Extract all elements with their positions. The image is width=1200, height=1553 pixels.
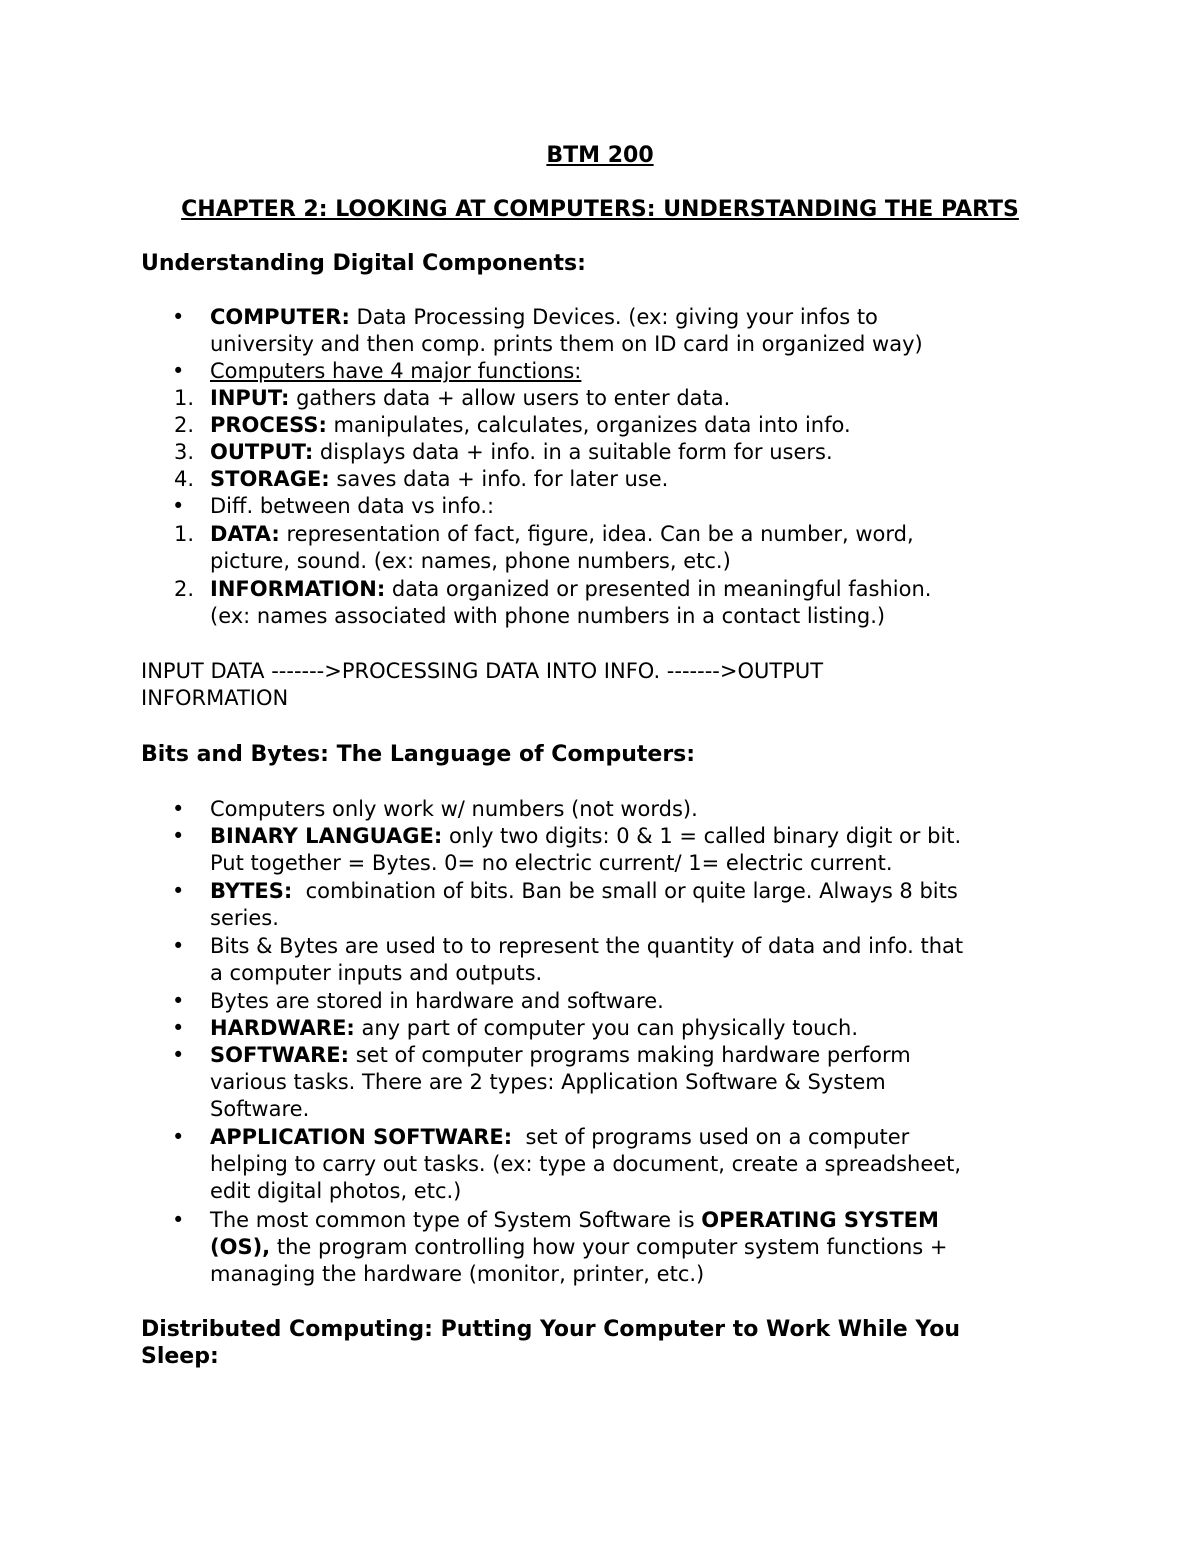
bullet-icon: •	[172, 824, 185, 848]
list-item-storage	[210, 466, 668, 493]
list-item-bytes	[210, 878, 958, 905]
definition-data: representation of fact, figure, idea. Can be a number, word,	[279, 522, 914, 546]
term-information: INFORMATION:	[210, 577, 386, 601]
list-number: 2.	[174, 577, 195, 601]
list-number: 3.	[174, 440, 195, 464]
definition-output: displays data + info. in a suitable form for users.	[313, 440, 833, 464]
term-binary: BINARY LANGUAGE:	[210, 824, 443, 848]
list-item-output	[210, 439, 833, 466]
text-os-intro: The most common type of System Software is	[210, 1208, 702, 1232]
bullet-icon: •	[172, 305, 185, 329]
list-item-numbers: Computers only work w/ numbers (not words).	[210, 797, 698, 821]
list-item-application-software	[210, 1124, 909, 1151]
section-heading-bits-bytes: Bits and Bytes: The Language of Computers:	[141, 742, 696, 767]
term-application-software: APPLICATION SOFTWARE:	[210, 1125, 513, 1149]
list-item-binary-cont: Put together = Bytes. 0= no electric current/ 1= electric current.	[210, 851, 893, 875]
list-item-operating-system	[210, 1207, 939, 1234]
list-item-binary	[210, 823, 961, 850]
bullet-icon: •	[172, 879, 185, 903]
bullet-icon: •	[172, 989, 185, 1013]
section-heading-distributed-computing: Distributed Computing: Putting Your Computer to Work While You	[141, 1317, 961, 1342]
list-number: 1.	[174, 522, 195, 546]
list-item-operating-system-cont	[210, 1234, 948, 1261]
term-os: (OS),	[210, 1235, 271, 1259]
definition-hardware: any part of computer you can physically touch.	[354, 1016, 859, 1040]
list-item-computer	[210, 304, 878, 331]
flow-line-cont: INFORMATION	[141, 686, 289, 710]
list-item-hardware	[210, 1015, 858, 1042]
definition-computer: Data Processing Devices. (ex: giving your infos to	[349, 305, 878, 329]
list-item-process	[210, 412, 851, 439]
term-computer: COMPUTER:	[210, 305, 350, 329]
list-item-input	[210, 385, 730, 412]
list-item-bytes-cont: series.	[210, 906, 279, 930]
definition-information: data organized or presented in meaningful fashion.	[385, 577, 932, 601]
term-operating-system: OPERATING SYSTEM	[701, 1208, 939, 1232]
term-input: INPUT:	[210, 386, 290, 410]
definition-software: set of computer programs making hardware perform	[349, 1043, 911, 1067]
bullet-icon: •	[172, 934, 185, 958]
definition-process: manipulates, calculates, organizes data into info.	[326, 413, 851, 437]
definition-os: the program controlling how your computer system functions +	[270, 1235, 948, 1259]
list-item-quantity-cont: a computer inputs and outputs.	[210, 961, 543, 985]
list-item-computer-cont: university and then comp. prints them on ID card in organized way)	[210, 332, 923, 356]
section-heading-digital-components: Understanding Digital Components:	[141, 251, 586, 276]
section-heading-distributed-computing-cont: Sleep:	[141, 1344, 219, 1369]
flow-line: INPUT DATA ------->PROCESSING DATA INTO INFO. ------->OUTPUT	[141, 659, 824, 683]
list-item-software	[210, 1042, 911, 1069]
list-item-data	[210, 521, 914, 548]
list-item-information	[210, 576, 931, 603]
bullet-icon: •	[172, 1016, 185, 1040]
list-item-software-cont: various tasks. There are 2 types: Application Software & System	[210, 1070, 886, 1094]
term-software: SOFTWARE:	[210, 1043, 350, 1067]
bullet-icon: •	[172, 1125, 185, 1149]
list-item-data-cont: picture, sound. (ex: names, phone numbers, etc.)	[210, 549, 731, 573]
definition-application-software: set of programs used on a computer	[512, 1125, 910, 1149]
chapter-title: CHAPTER 2: LOOKING AT COMPUTERS: UNDERSTANDING THE PARTS	[181, 197, 1019, 222]
course-title: BTM 200	[546, 143, 654, 168]
bullet-icon: •	[172, 359, 185, 383]
list-number: 2.	[174, 413, 195, 437]
list-item-software-cont: Software.	[210, 1097, 310, 1121]
term-output: OUTPUT:	[210, 440, 314, 464]
list-number: 4.	[174, 467, 195, 491]
definition-storage: saves data + info. for later use.	[329, 467, 669, 491]
bullet-icon: •	[172, 1208, 185, 1232]
list-item-functions-intro: Computers have 4 major functions:	[210, 359, 582, 383]
definition-binary: only two digits: 0 & 1 = called binary digit or bit.	[442, 824, 962, 848]
list-item-information-cont: (ex: names associated with phone numbers in a contact listing.)	[210, 604, 886, 628]
list-item-quantity: Bits & Bytes are used to to represent the quantity of data and info. that	[210, 934, 964, 958]
term-hardware: HARDWARE:	[210, 1016, 355, 1040]
list-item-application-software-cont: edit digital photos, etc.)	[210, 1179, 462, 1203]
definition-bytes: combination of bits. Ban be small or quite large. Always 8 bits	[292, 879, 958, 903]
list-item-diff-intro: Diff. between data vs info.:	[210, 494, 495, 518]
term-storage: STORAGE:	[210, 467, 330, 491]
term-process: PROCESS:	[210, 413, 327, 437]
term-data: DATA:	[210, 522, 280, 546]
list-item-stored: Bytes are stored in hardware and software.	[210, 989, 664, 1013]
list-item-application-software-cont: helping to carry out tasks. (ex: type a document, create a spreadsheet,	[210, 1152, 962, 1176]
list-item-operating-system-cont: managing the hardware (monitor, printer, etc.)	[210, 1262, 705, 1286]
bullet-icon: •	[172, 1043, 185, 1067]
list-number: 1.	[174, 386, 195, 410]
bullet-icon: •	[172, 494, 185, 518]
term-bytes: BYTES:	[210, 879, 293, 903]
bullet-icon: •	[172, 797, 185, 821]
definition-input: gathers data + allow users to enter data.	[289, 386, 731, 410]
